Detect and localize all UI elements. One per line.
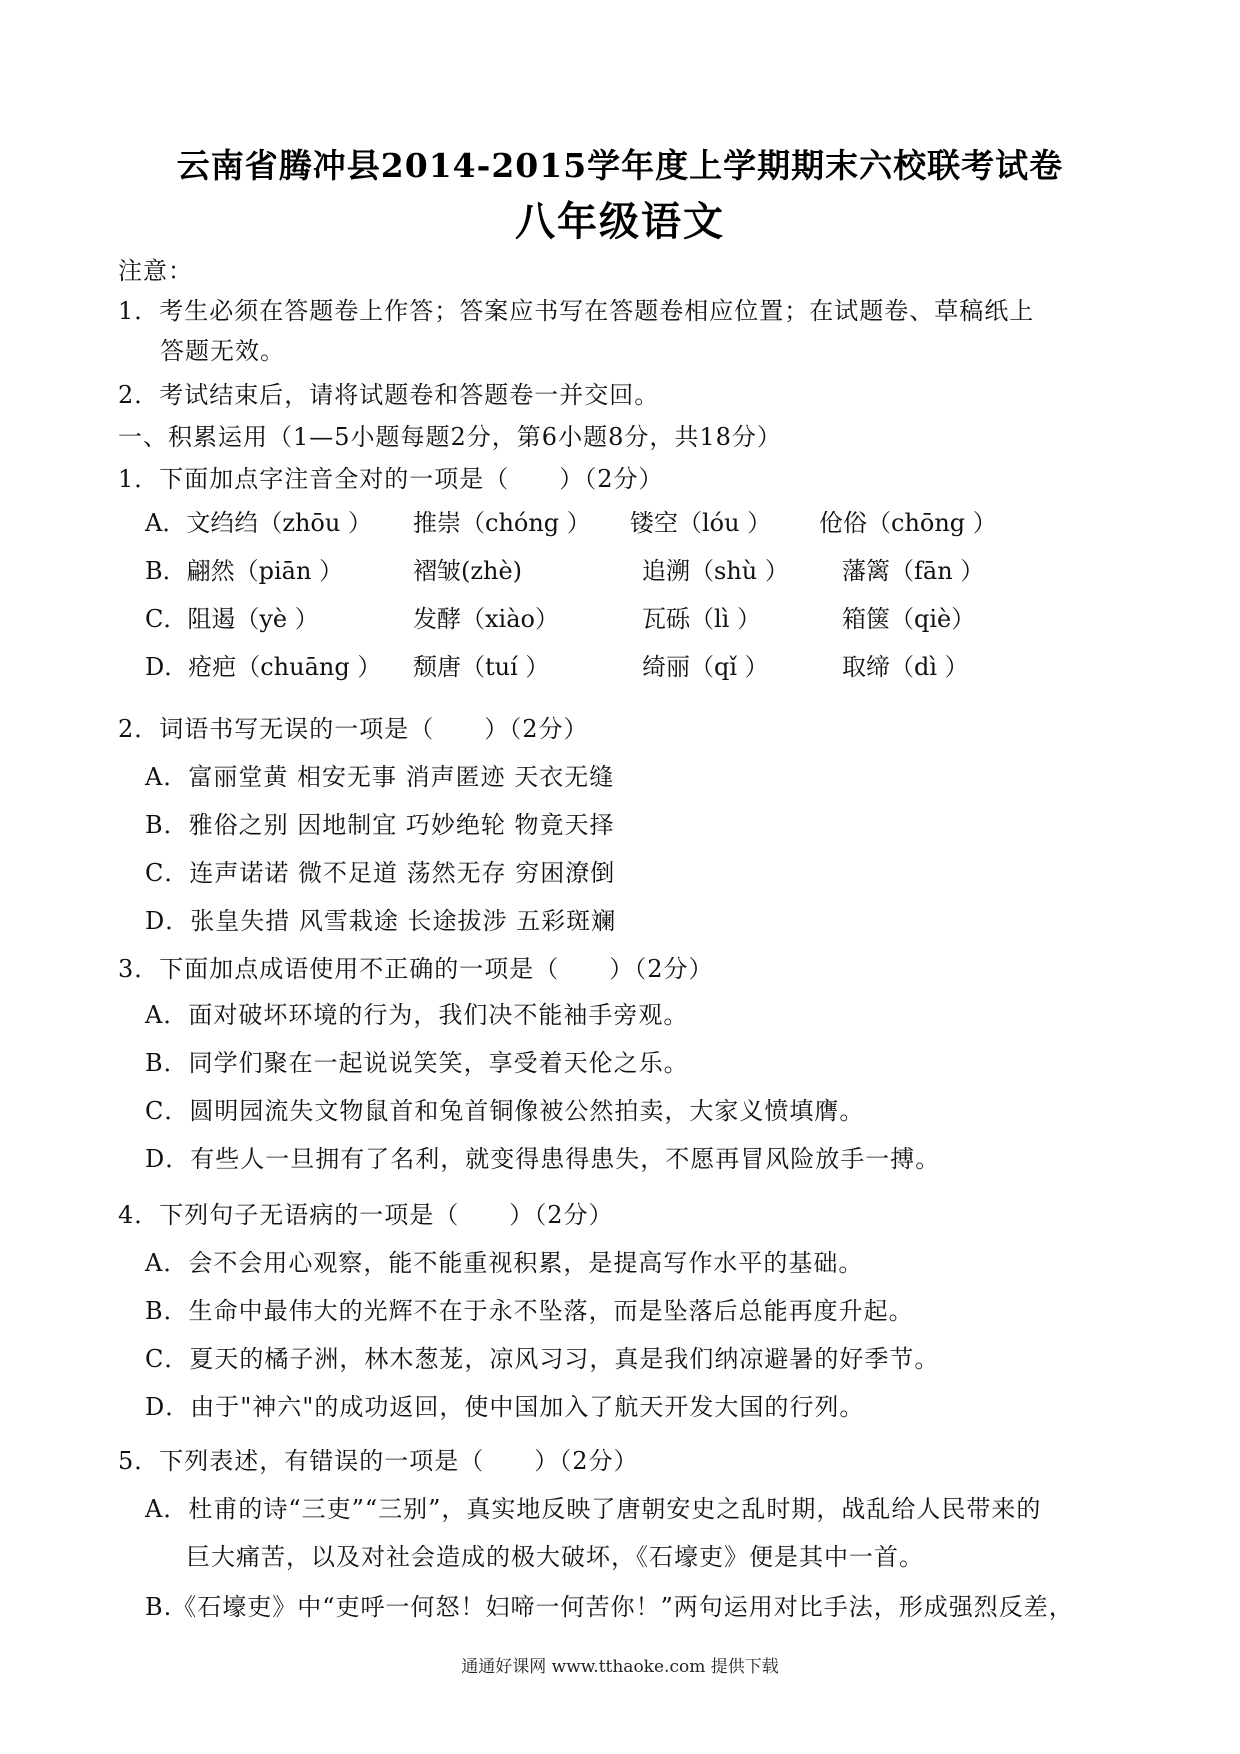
section-1-heading: 一、积累运用（1—5小题每题2分，第6小题8分，共18分） <box>118 423 782 451</box>
question-4-option-d: D．由于"神六"的成功返回，使中国加入了航天开发大国的行列。 <box>145 1393 865 1421</box>
q1-option: C．阻遏（yè ） <box>145 605 319 633</box>
question-2-option-b: B．雅俗之别 因地制宜 巧妙绝轮 物竟天择 <box>145 811 615 839</box>
question-5-option-b: B.《石壕吏》中“吏呼一何怒！妇啼一何苦你！”两句运用对比手法，形成强烈反差， <box>145 1593 1074 1621</box>
notice-item-1-cont: 答题无效。 <box>160 337 285 365</box>
question-2-option-c: C．连声诺诺 微不足道 荡然无存 穷困潦倒 <box>145 859 616 887</box>
q1-option: D．疮疤（chuāng ） <box>145 653 382 681</box>
q1-option: 伧俗（chōng ） <box>819 509 997 537</box>
q1-option: 镂空（lóu ） <box>630 509 772 537</box>
question-2-option-d: D．张皇失措 风雪栽途 长途拔涉 五彩斑斓 <box>145 907 617 935</box>
q1-option: B．翩然（piān ） <box>145 557 344 585</box>
q1-option: 推崇（chóng ） <box>413 509 591 537</box>
question-4-stem: 4．下列句子无语病的一项是（ ）（2分） <box>118 1201 614 1229</box>
q1-option: 褶皱(zhè) <box>413 557 523 585</box>
question-5-stem: 5．下列表述，有错误的一项是（ ）（2分） <box>118 1447 639 1475</box>
q1-option: 取缔（dì ） <box>842 653 969 681</box>
q1-option: 箱箧（qiè） <box>842 605 976 633</box>
question-2-stem: 2．词语书写无误的一项是（ ）（2分） <box>118 715 589 743</box>
q1-option: 绮丽（qǐ ） <box>642 653 769 681</box>
q1-option: 颓唐（tuí ） <box>413 653 550 681</box>
question-3-option-b: B．同学们聚在一起说说笑笑，享受着天伦之乐。 <box>145 1049 689 1077</box>
notice-item-1: 1．考生必须在答题卷上作答；答案应书写在答题卷相应位置；在试题卷、草稿纸上 <box>118 297 1035 325</box>
question-3-option-a: A．面对破坏环境的行为，我们决不能袖手旁观。 <box>145 1001 689 1029</box>
q1-option: 发酵（xiào） <box>413 605 559 633</box>
q1-option: 瓦砾（lì ） <box>642 605 761 633</box>
q1-option: 追溯（shù ） <box>642 557 789 585</box>
question-2-option-a: A．富丽堂黄 相安无事 消声匿迹 天衣无缝 <box>145 763 615 791</box>
question-4-option-b: B．生命中最伟大的光辉不在于永不坠落，而是坠落后总能再度升起。 <box>145 1297 914 1325</box>
question-4-option-a: A．会不会用心观察，能不能重视积累，是提高写作水平的基础。 <box>145 1249 864 1277</box>
page-footer: 通通好课网 www.tthaoke.com 提供下载 <box>461 1657 779 1677</box>
question-4-option-c: C．夏天的橘子洲，林木葱茏，凉风习习，真是我们纳凉避暑的好季节。 <box>145 1345 940 1373</box>
q1-option: A．文绉绉（zhōu ） <box>145 509 372 537</box>
notice-item-2: 2．考试结束后，请将试题卷和答题卷一并交回。 <box>118 381 660 409</box>
question-3-stem: 3．下面加点成语使用不正确的一项是（ ）（2分） <box>118 955 714 983</box>
q1-option: 藩篱（fān ） <box>842 557 985 585</box>
question-3-option-d: D．有些人一旦拥有了名利，就变得患得患失，不愿再冒风险放手一搏。 <box>145 1145 941 1173</box>
notice-heading: 注意： <box>118 257 193 285</box>
exam-title: 云南省腾冲县2014-2015学年度上学期期末六校联考试卷 <box>176 146 1064 185</box>
question-5-option-a: A．杜甫的诗“三吏”“三别”，真实地反映了唐朝安史之乱时期，战乱给人民带来的 <box>145 1495 1042 1523</box>
question-3-option-c: C．圆明园流失文物鼠首和兔首铜像被公然拍卖，大家义愤填膺。 <box>145 1097 865 1125</box>
question-5-option-a-cont: 巨大痛苦，以及对社会造成的极大破坏，《石壕吏》便是其中一首。 <box>186 1543 924 1571</box>
question-1-stem: 1．下面加点字注音全对的一项是（ ）（2分） <box>118 465 664 493</box>
exam-subtitle: 八年级语文 <box>515 198 725 245</box>
